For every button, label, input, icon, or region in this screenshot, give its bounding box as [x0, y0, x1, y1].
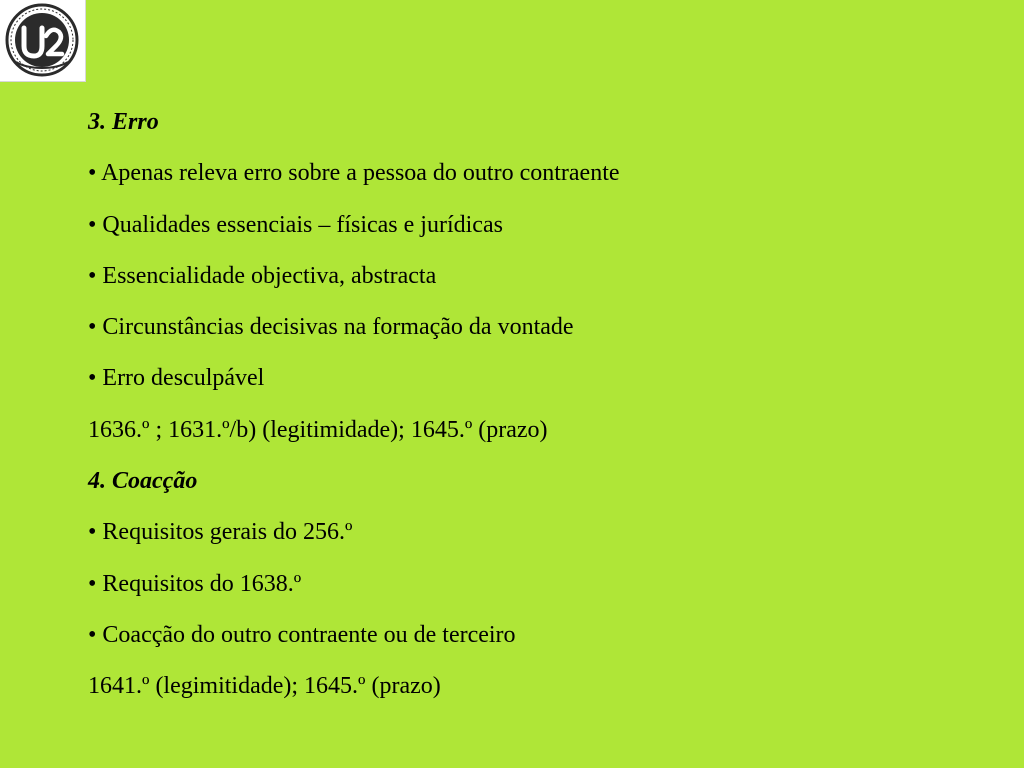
slide-content — [88, 110, 988, 726]
section-heading-coaccao: 4. Coacção — [88, 468, 198, 495]
bullet-qualidades-essenciais: • Qualidades essenciais – físicas e jurídicas — [88, 211, 503, 238]
article-reference-erro: 1636.º ; 1631.º/b) (legitimidade); 1645.º (prazo) — [88, 416, 548, 443]
bullet-erro-desculpavel: • Erro desculpável — [88, 365, 265, 392]
bullet-erro-pessoa: • Apenas releva erro sobre a pessoa do outro contraente — [88, 160, 620, 187]
seal-icon — [2, 2, 84, 80]
bullet-coaccao-terceiro: • Coacção do outro contraente ou de terceiro — [88, 621, 516, 648]
article-reference-coaccao: 1641.º (legimitidade); 1645.º (prazo) — [88, 673, 441, 700]
bullet-essencialidade: • Essencialidade objectiva, abstracta — [88, 262, 437, 289]
bullet-circunstancias: • Circunstâncias decisivas na formação da vontade — [88, 314, 574, 341]
section-heading-erro: 3. Erro — [88, 109, 159, 135]
university-logo — [0, 0, 86, 82]
bullet-requisitos-1638: • Requisitos do 1638.º — [88, 570, 302, 597]
bullet-requisitos-gerais: • Requisitos gerais do 256.º — [88, 519, 353, 546]
